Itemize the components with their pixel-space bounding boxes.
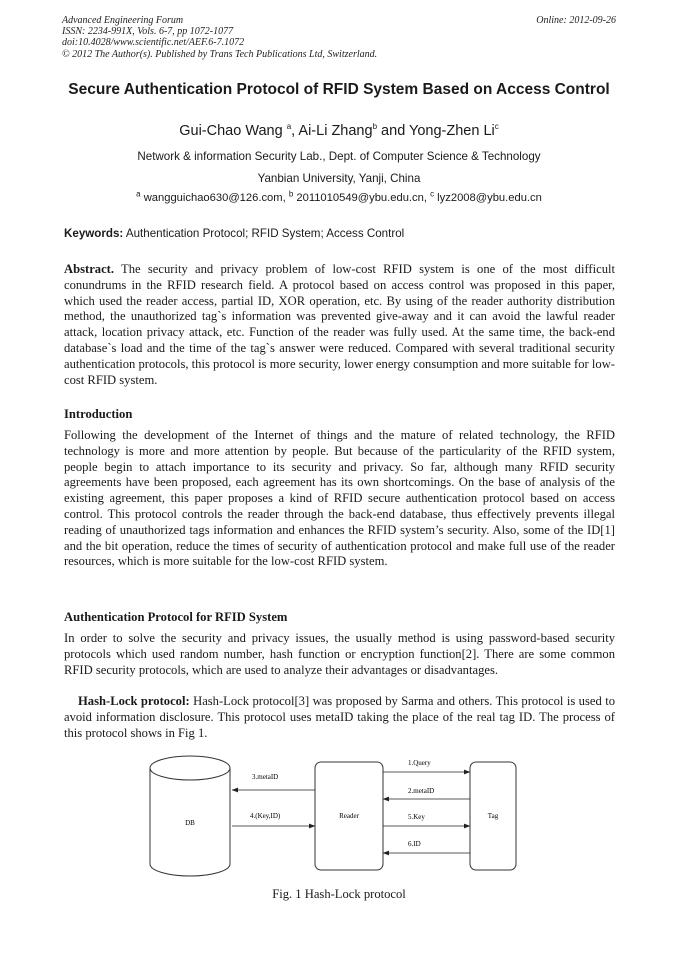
- msg-query: 1.Query: [408, 759, 431, 767]
- auth-section-heading: Authentication Protocol for RFID System: [64, 610, 288, 624]
- msg-metaid-db: 3.metaID: [252, 773, 279, 781]
- abstract-label: Abstract.: [64, 262, 115, 276]
- email-a-mark: a: [136, 189, 141, 199]
- abstract-text: The security and privacy problem of low-cost RFID system is one of the most difficult conundrums in the RFID research field. A protocol based on access control was proposed in this paper, which used the reader access, partial ID, XOR operation, etc. By using of the reader authority distribution method, the unauthorized tag`s information was prevented give-away and it can avoid the lawful reader attack, location privacy attack, etc. Function of the reader was fully used. At the same time, the back-end database`s load and the time of the tag`s answer were reduced. Compared with several traditional security authentication protocols, this protocol is more security, lower energy consumption and more suitable for low-cost RFID system.: [64, 262, 615, 387]
- email-list: [60, 189, 618, 204]
- journal-name: Advanced Engineering Forum: [62, 15, 184, 26]
- email-b-mark: b: [288, 189, 294, 199]
- affiliation-line-2: Yanbian University, Yanji, China: [257, 172, 421, 185]
- auth-section-text: In order to solve the security and privacy issues, the usually method is using password-based security protocols which used random number, hash function or encryption function[2]. There are some common RFID security protocols, which are used to analyze their advantages or disadvantages.: [64, 631, 615, 677]
- copyright-line: © 2012 The Author(s). Published by Trans Tech Publications Ltd, Switzerland.: [62, 48, 378, 60]
- hash-lock-text: Hash-Lock protocol[3] was proposed by Sarma and others. This protocol is used to avoid information disclosure. This protocol uses metaID taking the place of the real tag ID. The process of this protocol shows in Fig 1.: [64, 694, 615, 740]
- online-date: Online: 2012-09-26: [536, 15, 616, 26]
- msg-keyid: 4.(Key,ID): [250, 812, 281, 820]
- author-list: [60, 123, 618, 139]
- db-label: DB: [185, 819, 195, 827]
- keywords-label: Keywords:: [64, 227, 124, 240]
- hash-lock-paragraph: [64, 694, 615, 741]
- msg-key: 5.Key: [408, 813, 425, 821]
- email-b: 2011010549@ybu.edu.cn,: [293, 192, 431, 204]
- hash-lock-figure: [140, 752, 540, 880]
- introduction-heading: Introduction: [64, 407, 133, 421]
- tag-label: Tag: [487, 812, 499, 820]
- author-1-mark: a: [286, 122, 292, 132]
- email-c: lyz2008@ybu.edu.cn: [434, 192, 542, 204]
- author-3-mark: c: [494, 122, 499, 132]
- affiliation-line-1: Network & information Security Lab., Dept. of Computer Science & Technology: [137, 150, 541, 163]
- introduction-text: Following the development of the Internet of things and the mature of related technology, the RFID technology is more and more attention by people. But because of the particularity of the RFID system, people begin to attach importance to its security and privacy. So far, although many RFID security agreements have been proposed, each agreement has its own shortcomings. On the base of analysis of the existing agreement, this paper proposes a kind of RFID secure authentication protocol based on access control. This protocol controls the reader through the back-end database, thus effectively prevents illegal reading of unauthorized tags information and enhances the RFID system’s security. Also, some of the ID[1] and the bit operation, reduce the times of security of authentication protocol and make full use of the reader resources, which is more suitable for the low-cost RFID system.: [64, 428, 615, 569]
- db-cylinder: [150, 756, 230, 876]
- author-2: , Ai-Li Zhang: [291, 123, 373, 139]
- keywords: [64, 227, 620, 240]
- reader-label: Reader: [339, 812, 359, 820]
- keywords-text: Authentication Protocol; RFID System; Access Control: [123, 227, 405, 240]
- hash-lock-label: Hash-Lock protocol:: [78, 694, 190, 708]
- email-c-mark: c: [430, 189, 435, 199]
- page-header: [62, 15, 618, 60]
- author-2-mark: b: [372, 122, 378, 132]
- figure-caption: Fig. 1 Hash-Lock protocol: [272, 887, 406, 901]
- hash-lock-diagram: [140, 752, 540, 880]
- email-a: wangguichao630@126.com,: [140, 192, 289, 204]
- author-1: Gui-Chao Wang: [179, 123, 287, 139]
- msg-metaid-tag: 2.metaID: [408, 787, 435, 795]
- paper-title: Secure Authentication Protocol of RFID System Based on Access Control: [68, 81, 610, 98]
- issn-line: ISSN: 2234-991X, Vols. 6-7, pp 1072-1077: [62, 26, 234, 38]
- doi-line: doi:10.4028/www.scientific.net/AEF.6-7.1072: [62, 37, 245, 49]
- msg-id: 6.ID: [408, 840, 421, 848]
- author-3: and Yong-Zhen Li: [377, 123, 495, 139]
- abstract: [64, 262, 615, 388]
